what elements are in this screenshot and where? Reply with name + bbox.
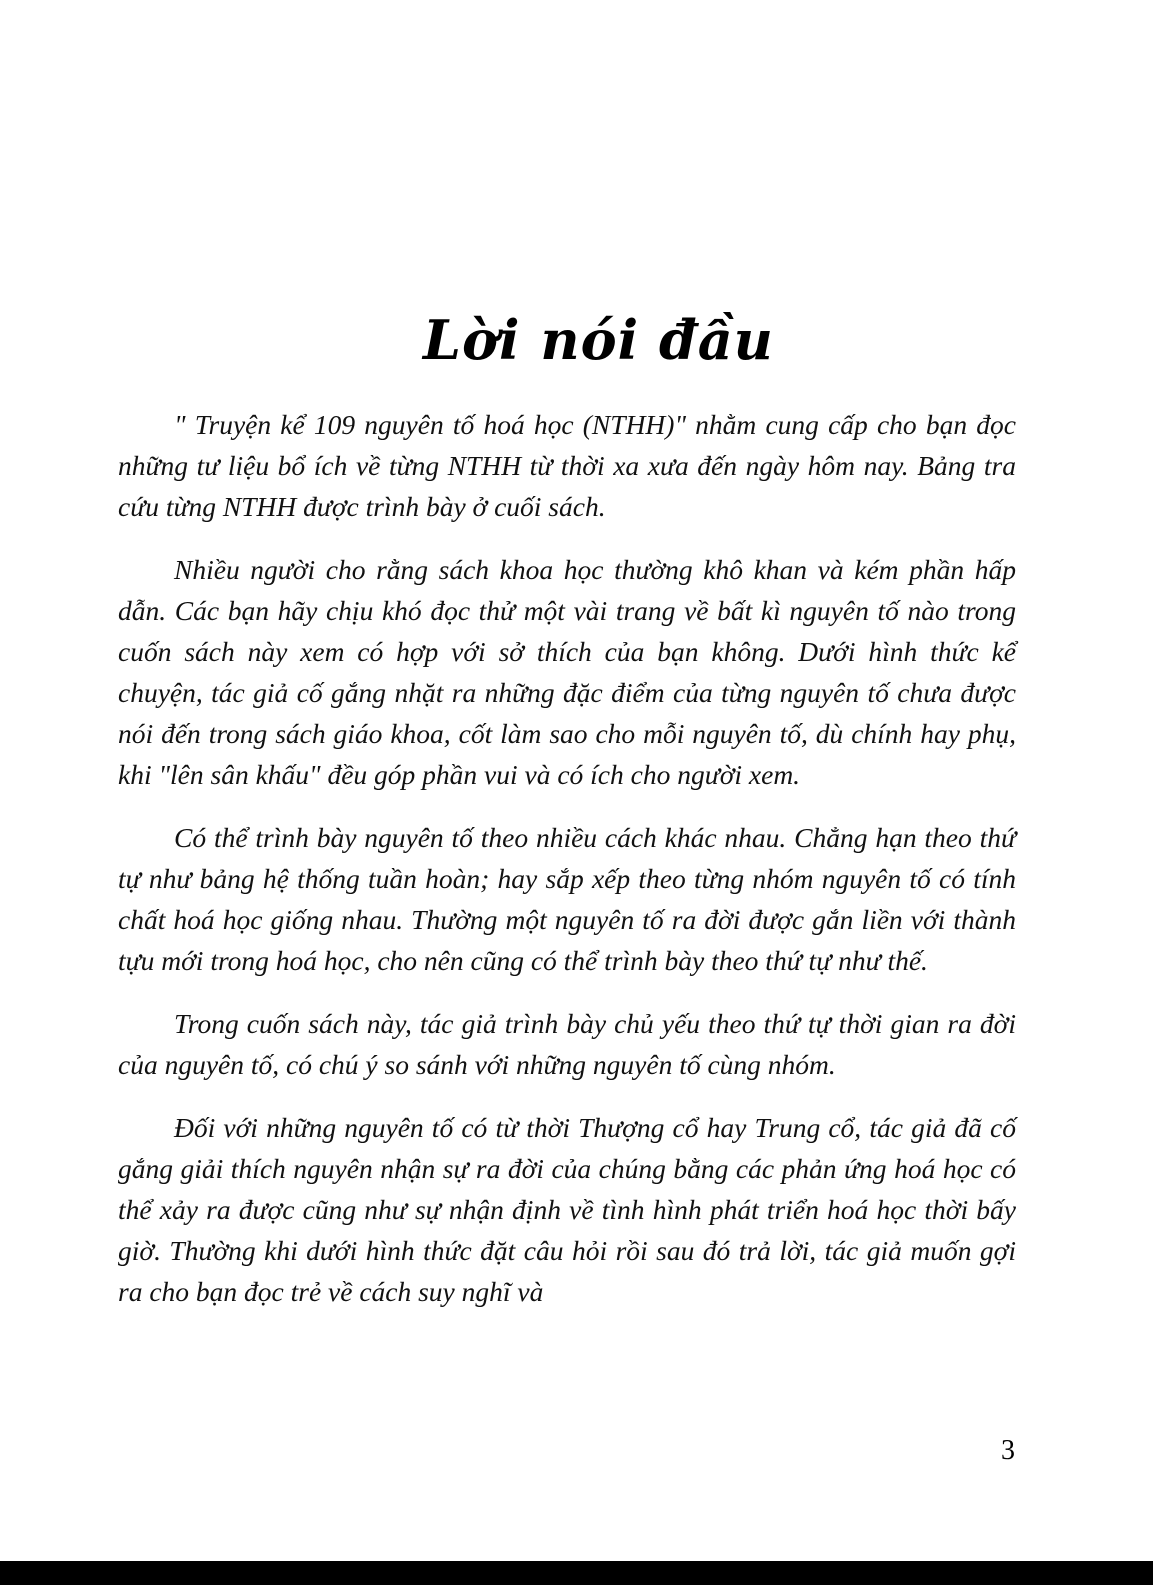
paragraph-1: " Truyện kể 109 nguyên tố hoá học (NTHH)" nhằm cung cấp cho bạn đọc những tư liệu bổ ích về từng NTHH từ thời xa xưa đến ngày hôm nay. Bảng tra cứu từng NTHH được trình bày ở cuối sách. <box>118 409 1016 522</box>
paragraph-3: Có thể trình bày nguyên tố theo nhiều cách khác nhau. Chẳng hạn theo thứ tự như bảng hệ thống tuần hoàn; hay sắp xếp theo từng nhóm nguyên tố có tính chất hoá học giống nhau. Thường một nguyên tố ra đời được gắn liền với thành tựu mới trong hoá học, cho nên cũng có thể trình bày theo thứ tự như thế. <box>118 822 1016 976</box>
page-title: Lời nói đầu <box>423 308 774 372</box>
page-number: 3 <box>1001 1435 1015 1466</box>
paragraph-5: Đối với những nguyên tố có từ thời Thượng cổ hay Trung cổ, tác giả đã cố gắng giải thích nguyên nhận sự ra đời của chúng bằng các phản ứng hoá học có thể xảy ra được cũng như sự nhận định về tình hình phát triển hoá học thời bấy giờ. Thường khi dưới hình thức đặt câu hỏi rồi sau đó trả lời, tác giả muốn gợi ra cho bạn đọc trẻ về cách suy nghĩ và <box>118 1112 1016 1307</box>
paragraph-4: Trong cuốn sách này, tác giả trình bày chủ yếu theo thứ tự thời gian ra đời của nguyên tố, có chú ý so sánh với những nguyên tố cùng nhóm. <box>118 1008 1016 1080</box>
preface-body <box>118 404 1016 1334</box>
scan-bottom-edge <box>0 1561 1153 1585</box>
paragraph-2: Nhiều người cho rằng sách khoa học thường khô khan và kém phần hấp dẫn. Các bạn hãy chịu khó đọc thử một vài trang về bất kì nguyên tố nào trong cuốn sách này xem có hợp với sở thích của bạn không. Dưới hình thức kể chuyện, tác giả cố gắng nhặt ra những đặc điểm của từng nguyên tố chưa được nói đến trong sách giáo khoa, cốt làm sao cho mỗi nguyên tố, dù chính hay phụ, khi "lên sân khấu" đều góp phần vui và có ích cho người xem. <box>118 554 1016 790</box>
